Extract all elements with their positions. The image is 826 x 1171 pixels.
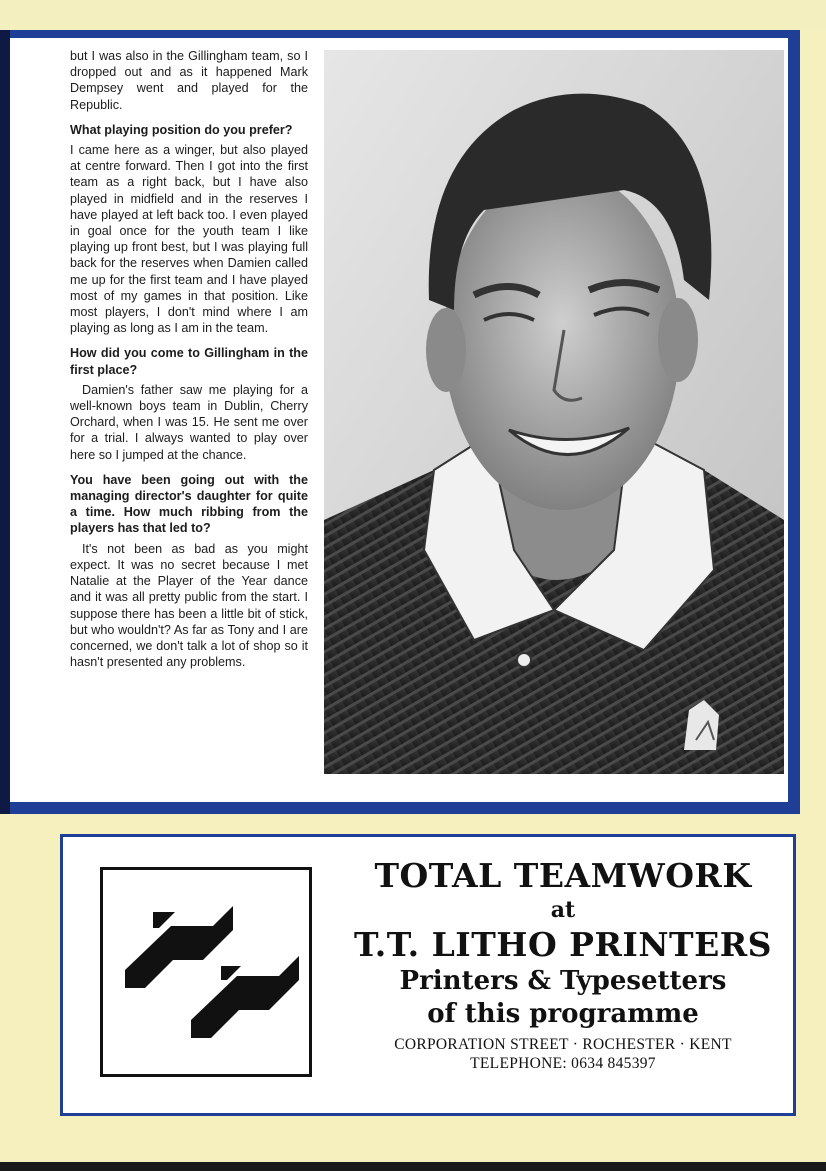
- advert-at: at: [550, 897, 576, 923]
- question-1: What playing position do you prefer?: [70, 122, 293, 137]
- tt-litho-logo-icon: [103, 870, 309, 1074]
- answer-2: Damien's father saw me playing for a well-known boys team in Dublin, Cherry Orchard, when I was 15. He sent me over for a trial. I always wanted to play over here so I jumped at the chance.: [70, 382, 308, 462]
- interview-text: [70, 48, 308, 679]
- page-gutter: [0, 30, 10, 814]
- advert-headline: TOTAL TEAMWORK: [374, 856, 752, 895]
- page-bottom-edge: [0, 1162, 826, 1171]
- advert-services-2: of this programme: [427, 999, 699, 1029]
- player-portrait-photo: [324, 50, 784, 774]
- tt-litho-logo: [100, 867, 312, 1077]
- article-frame: [0, 30, 800, 814]
- question-2: How did you come to Gillingham in the first place?: [70, 346, 308, 377]
- player-portrait-illustration: [324, 50, 784, 774]
- intro-paragraph: but I was also in the Gillingham team, so I dropped out and as it happened Mark Dempsey went and played for the Republic.: [70, 49, 308, 112]
- advert-telephone: TELEPHONE: 0634 845397: [470, 1055, 656, 1072]
- page-top-edge: [0, 0, 826, 30]
- article-panel: [8, 38, 788, 802]
- question-3: You have been going out with the managing director's daughter for quite a time. How much ribbing from the players has that led to?: [70, 472, 308, 536]
- printer-advertisement: [60, 834, 796, 1116]
- advert-address: CORPORATION STREET · ROCHESTER · KENT: [394, 1036, 732, 1053]
- answer-1: I came here as a winger, but also played at centre forward. Then I got into the first team as a right back, but I have also played in midfield and in the reserves I have played at left back too. I even played in goal once for the youth team I like playing up front best, but I was playing full back for the reserves when Damien called me up for the first team and I have played most of my games in that position. Like most players, I don't mind where I am playing as long as I am in the team.: [70, 143, 308, 336]
- answer-3: It's not been as bad as you might expect. It was no secret because I met Natalie at the Player of the Year dance and it was all pretty public from the start. I suppose there has been a little bit of stick, but who wouldn't? As far as Tony and I are concerned, we don't talk a lot of shop so it hasn't presented any problems.: [70, 541, 308, 670]
- advert-services: Printers & Typesetters: [399, 966, 727, 996]
- advert-company: T.T. LITHO PRINTERS: [354, 925, 772, 964]
- advert-text: [343, 857, 783, 1073]
